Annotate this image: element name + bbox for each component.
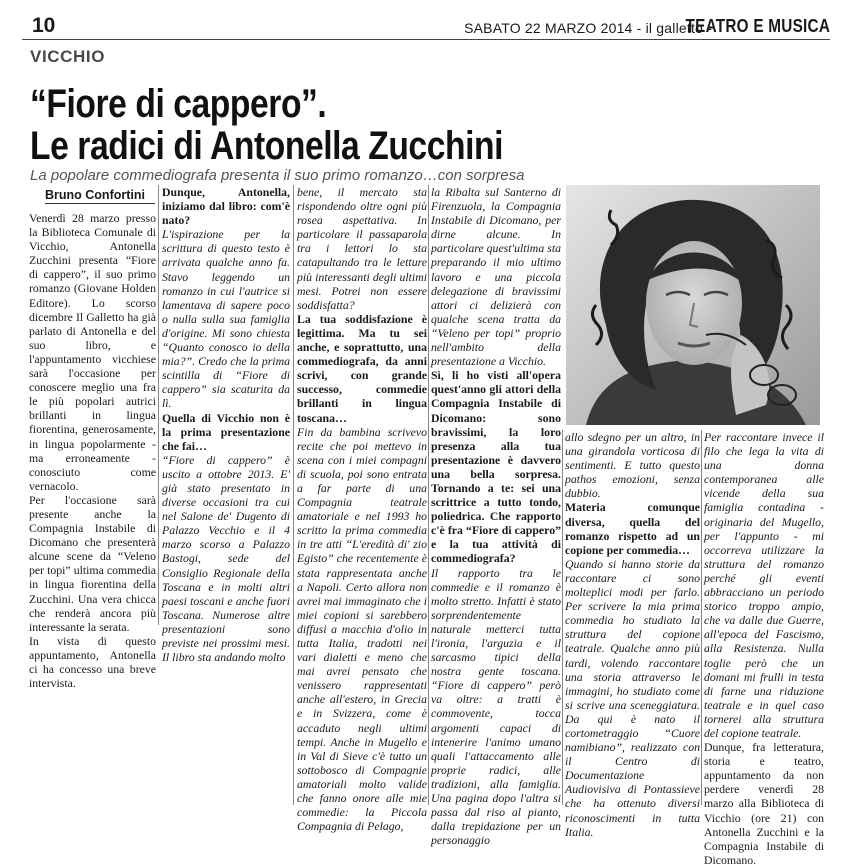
interview-answer: allo sdegno per un altro, in una girandola vorticosa di sentimenti. E tutto questo pathos emozioni, senza dubbio. — [565, 430, 700, 501]
column-divider — [701, 430, 702, 805]
column-5 — [565, 430, 700, 839]
page-number: 10 — [32, 14, 56, 37]
column-divider — [562, 430, 563, 805]
interview-question: Dunque, Antonella, iniziamo dal libro: com'è nato? — [162, 185, 290, 228]
byline: Bruno Confortini — [45, 188, 155, 204]
column-4 — [431, 185, 561, 847]
headline-line-1: “Fiore di cappero”. — [30, 82, 327, 126]
column-3 — [297, 185, 427, 833]
interview-question: Quella di Vicchio non è la prima presentazione che fai… — [162, 410, 290, 453]
column-6 — [704, 430, 824, 867]
column-divider — [428, 185, 429, 805]
interview-answer: L'ispirazione per la scrittura di questo testo è arrivata qualche anno fa. Stavo leggendo un romanzo in cui l'autrice si lamentava di sapere poco o nulla sulla sua famiglia d'origine. Mi sono chiesta “Quanto conosco io della mia?”. Credo che la prima scintilla di “Fiore di cappero” sia scaturita da lì. — [162, 227, 290, 411]
interview-answer: Fin da bambina scrivevo recite che poi mettevo in scena con i miei compagni di scuola, poi sono entrata a far parte di una Compagnia teatrale amatoriale e nel 1993 ho scritto la prima commedia in tre atti “L'eredità di' zio Egisto” che recentemente è stata rappresentata anche a Napoli. Certo allora non avrei mai immaginato che i miei copioni si sarebbero diffusi a macchia d'olio in tutta Italia, tradotti nei vari dialetti e meno che mai avrei pensato che venissero rappresentati anche all'estero, in Grecia e in Svizzera, come è accaduto negli ultimi tempi. Anche in Mugello e in Val di Sieve c'è tutto un sottobosco di Compagnie amatoriali molto valide che fanno onore alle mie commedie: la Piccola Compagnia di Pelago, — [297, 424, 427, 834]
column-divider — [293, 185, 294, 805]
interview-question: Materia comunque diversa, quella del romanzo rispetto ad un copione per commedia… — [565, 500, 700, 557]
interview-answer: Il rapporto tra le commedie e il romanzo è molto stretto. Infatti è stato sorprendentemente naturale metterci tutta l'ironia, l'arguzia e il sarcasmo tipici della nostra gente toscana. “Fiore di cappero” però va oltre: a tratti è commovente, tocca argomenti capaci di intenerire l'animo umano quali l'attaccamento alle proprie radici, alle tradizioni, alla famiglia. Una pagina dopo l'altra si passa dal riso al pianto, dalla trepidazione per un personaggio — [431, 565, 561, 848]
column-1 — [29, 211, 156, 690]
section-name: TEATRO E MUSICA — [685, 16, 830, 36]
portrait-illustration — [566, 185, 820, 425]
column-2 — [162, 185, 290, 664]
interview-answer: bene, il mercato sta rispondendo oltre ogni più rosea aspettativa. In particolare il passaparola tra i lettori lo sta catapultando tra le letture più interessanti degli ultimi mesi. Potrei non essere soddisfatta? — [297, 185, 427, 312]
paragraph: Per l'occasione sarà presente anche la Compagnia Instabile di Dicomano che presenterà alcune scene da “Veleno per topi” ultima commedia in lingua fiorentina della Zucchini. Una vera chicca che renderà ancora più interessante la serata. — [29, 492, 156, 634]
paragraph: In vista di questo appuntamento, Antonella ci ha concesso una breve intervista. — [29, 633, 156, 691]
date-line: SABATO 22 MARZO 2014 - il galletto - — [464, 20, 712, 36]
paragraph: Venerdì 28 marzo presso la Biblioteca Comunale di Vicchio, Antonella Zucchini presenta “Fiore di cappero”, il suo primo romanzo (Giovane Holden Editore). Lo scorso dicembre Il Galletto ha già parlato di Antonella e del suo libro, e l'appuntamento vicchiese sarà l'occasione per conoscere meglio una fra le più popolari autrici brillanti in lingua fiorentina, generosamente, in lingua popolarmente - ma erroneamente - conosciuto come vernacolo. — [29, 211, 156, 493]
author-photo — [566, 185, 820, 425]
page-header — [22, 8, 830, 40]
headline-line-2: Le radici di Antonella Zucchini — [30, 124, 503, 168]
interview-answer: Per raccontare invece il filo che lega la vita di una donna contemporanea alle vicende della sua famiglia contadina - originaria del Mugello, per l'appunto - mi occorreva utilizzare la struttura del romanzo perché gli eventi abbracciano un periodo storico troppo ampio, che va dalle due Guerre, all'epoca del Fascismo, alla Resistenza. Nulla toglie però che un domani mi frulli in testa di farne una riduzione teatrale e in quel caso tornerei alla struttura del copione teatrale. — [704, 430, 824, 740]
column-divider — [158, 185, 159, 625]
interview-question: Sì, li ho visti all'opera quest'anno gli attori della Compagnia Instabile di Dicomano: sono bravissimi, la loro presenza alla tua presentazione è davvero una bella sorpresa. Tornando a te: sei una scrittrice a tutto tondo, poliedrica. Che rapporto c'è fra “Fiore di cappero” e la tua attività di commediografa? — [431, 368, 561, 566]
kicker: VICCHIO — [30, 47, 106, 66]
interview-answer: “Fiore di cappero” è uscito a ottobre 2013. E' già stato presentato in diverse occasioni tra cui nel Salone de' Dugento di Palazzo Vecchio e il 4 marzo scorso a Palazzo Bastogi, sede del Consiglio Regionale della Toscana e in molti altri paesi toscani e anche fuori Toscana. Numerose altre presentazioni sono previste nei prossimi mesi. Il libro sta andando molto — [162, 452, 290, 665]
subtitle: La popolare commediografa presenta il suo primo romanzo…con sorpresa — [30, 167, 525, 184]
interview-question: La tua soddisfazione è legittima. Ma tu sei anche, e soprattutto, una commediografa, da anni scrivi, con grande successo, commedie brillanti in lingua toscana… — [297, 311, 427, 425]
interview-answer: la Ribalta sul Santerno di Firenzuola, la Compagnia Instabile di Dicomano, per dirne alcune. In particolare quest'ultima sta preparando il mio ultimo lavoro e una piccola delegazione di bravissimi attori ci delizierà con qualche scena tratta da “Veleno per topi” proprio nell'ambito della presentazione a Vicchio. — [431, 185, 561, 369]
closing-paragraph: Dunque, fra letteratura, storia e teatro, appuntamento da non perdere venerdì 28 marzo alla Biblioteca di Vicchio (ore 21) con Antonella Zucchini e la Compagnia Instabile di Dicomano. — [704, 740, 824, 867]
interview-answer: Quando si hanno storie da raccontare ci sono molteplici modi per farlo. Per scrivere la mia prima commedia ho studiato la struttura del copione teatrale. Qualche anno più tardi, volendo raccontare una storia attraverso le immagini, ho studiato come si scrive una sceneggiatura. Da qui è nato il cortometraggio “Cuore namibiano”, realizzato con il Centro di Documentazione Audiovisiva di Pontassieve che ha ottenuto diversi riconoscimenti in tutta Italia. — [565, 556, 700, 839]
